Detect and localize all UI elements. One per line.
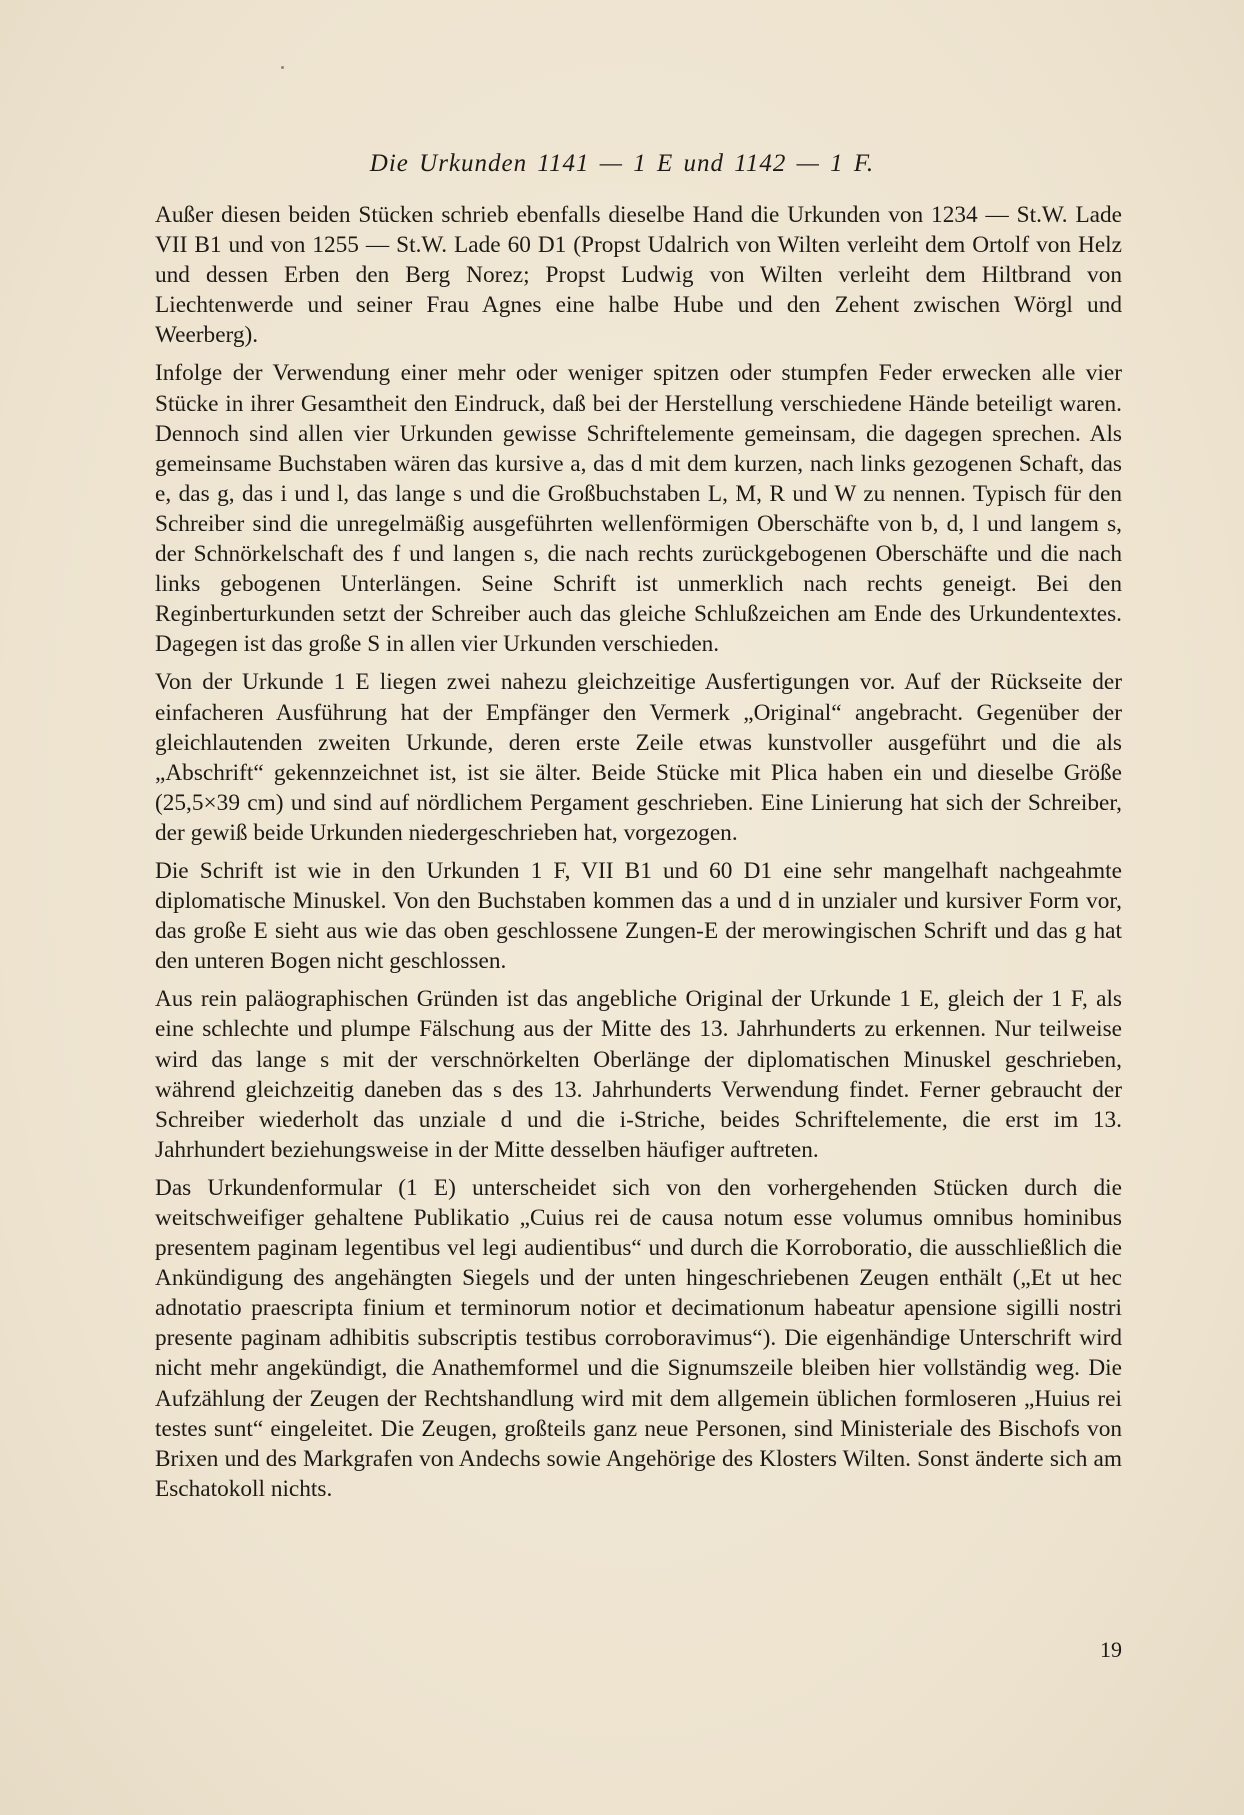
running-header: Die Urkunden 1141 — 1 E und 1142 — 1 F. bbox=[369, 150, 875, 177]
paragraph-3: Von der Urkunde 1 E liegen zwei nahezu gleichzeitige Ausfertigungen vor. Auf der Rückseite der einfacheren Ausführung hat der Empfänger den Vermerk „Original“ angebracht. Gegenüber der gleichlautenden zweiten Urkunde, deren erste Zeile etwas kunstvoller ausgeführt und die als „Abschrift“ gekennzeichnet ist, ist sie älter. Beide Stücke mit Plica haben ein und dieselbe Größe (25,5×39 cm) und sind auf nördlichem Pergament geschrieben. Eine Linierung hat sich der Schreiber, der gewiß beide Urkunden niedergeschrieben hat, vorgezogen. bbox=[155, 669, 1122, 846]
paragraph-4: Die Schrift ist wie in den Urkunden 1 F, VII B1 und 60 D1 eine sehr mangelhaft nachgeahmte diplomatische Minuskel. Von den Buchstaben kommen das a und d in unzialer und kursiver Form vor, das große E sieht aus wie das oben geschlossene Zungen-E der merowingischen Schrift und das g hat den unteren Bogen nicht geschlossen. bbox=[155, 857, 1122, 975]
paragraph-1: Außer diesen beiden Stücken schrieb ebenfalls dieselbe Hand die Urkunden von 1234 — St.W. Lade VII B1 und von 1255 — St.W. Lade 60 D1 (Propst Udalrich von Wilten verleiht dem Ortolf von Helz und dessen Erben den Berg Norez; Propst Ludwig von Wilten verleiht dem Hiltbrand von Liechtenwerde und seiner Frau Agnes eine halbe Hube und den Zehent zwischen Wörgl und Weerberg). bbox=[155, 202, 1122, 349]
page-number: 19 bbox=[1100, 1637, 1122, 1662]
body-text bbox=[155, 200, 1122, 1512]
paragraph-5: Aus rein paläographischen Gründen ist das angebliche Original der Urkunde 1 E, gleich der 1 F, als eine schlechte und plumpe Fälschung aus der Mitte des 13. Jahrhunderts zu erkennen. Nur teilweise wird das lange s mit der verschnörkelten Oberlänge der diplomatischen Minuskel geschrieben, während gleichzeitig daneben das s des 13. Jahrhunderts Verwendung findet. Ferner gebraucht der Schreiber wiederholt das unziale d und die i-Striche, beides Schriftelemente, die erst im 13. Jahrhundert beziehungsweise in der Mitte desselben häufiger auftreten. bbox=[155, 986, 1122, 1163]
paragraph-6: Das Urkundenformular (1 E) unterscheidet sich von den vorhergehenden Stücken durch die weitschweifiger gehaltene Publikatio „Cuius rei de causa notum esse volumus omnibus hominibus presentem paginam legentibus vel legi audientibus“ und durch die Korroboratio, die ausschließlich die Ankündigung des angehängten Siegels und der unten hingeschriebenen Zeugen enthält („Et ut hec adnotatio praescripta finium et terminorum notior et decimationum habeatur apensione sigilli nostri presente paginam adhibitis subscriptis testibus corroboravimus“). Die eigenhändige Unterschrift wird nicht mehr angekündigt, die Anathemformel und die Signumszeile bleiben hier vollständig weg. Die Aufzählung der Zeugen der Rechtshandlung wird mit dem allgemein üblichen formloseren „Huius rei testes sunt“ eingeleitet. Die Zeugen, großteils ganz neue Personen, sind Ministeriale des Bischofs von Brixen und des Markgrafen von Andechs sowie Angehörige des Klosters Wilten. Sonst änderte sich am Eschatokoll nichts. bbox=[155, 1174, 1122, 1502]
paper-speck bbox=[281, 66, 284, 69]
paragraph-2: Infolge der Verwendung einer mehr oder weniger spitzen oder stumpfen Feder erwecken alle vier Stücke in ihrer Gesamtheit den Eindruck, daß bei der Herstellung verschiedene Hände beteiligt waren. Dennoch sind allen vier Urkunden gewisse Schriftelemente gemeinsam, die dagegen sprechen. Als gemeinsame Buchstaben wären das kursive a, das d mit dem kurzen, nach links gezogenen Schaft, das e, das g, das i und l, das lange s und die Großbuchstaben L, M, R und W zu nennen. Typisch für den Schreiber sind die unregelmäßig ausgeführten wellenförmigen Oberschäfte von b, d, l und langem s, der Schnörkelschaft des f und langen s, die nach rechts zurückgebogenen Oberschäfte und die nach links gebogenen Unterlängen. Seine Schrift ist unmerklich nach rechts geneigt. Bei den Reginberturkunden setzt der Schreiber auch das gleiche Schlußzeichen am Ende des Urkundentextes. Dagegen ist das große S in allen vier Urkunden verschieden. bbox=[155, 360, 1122, 658]
